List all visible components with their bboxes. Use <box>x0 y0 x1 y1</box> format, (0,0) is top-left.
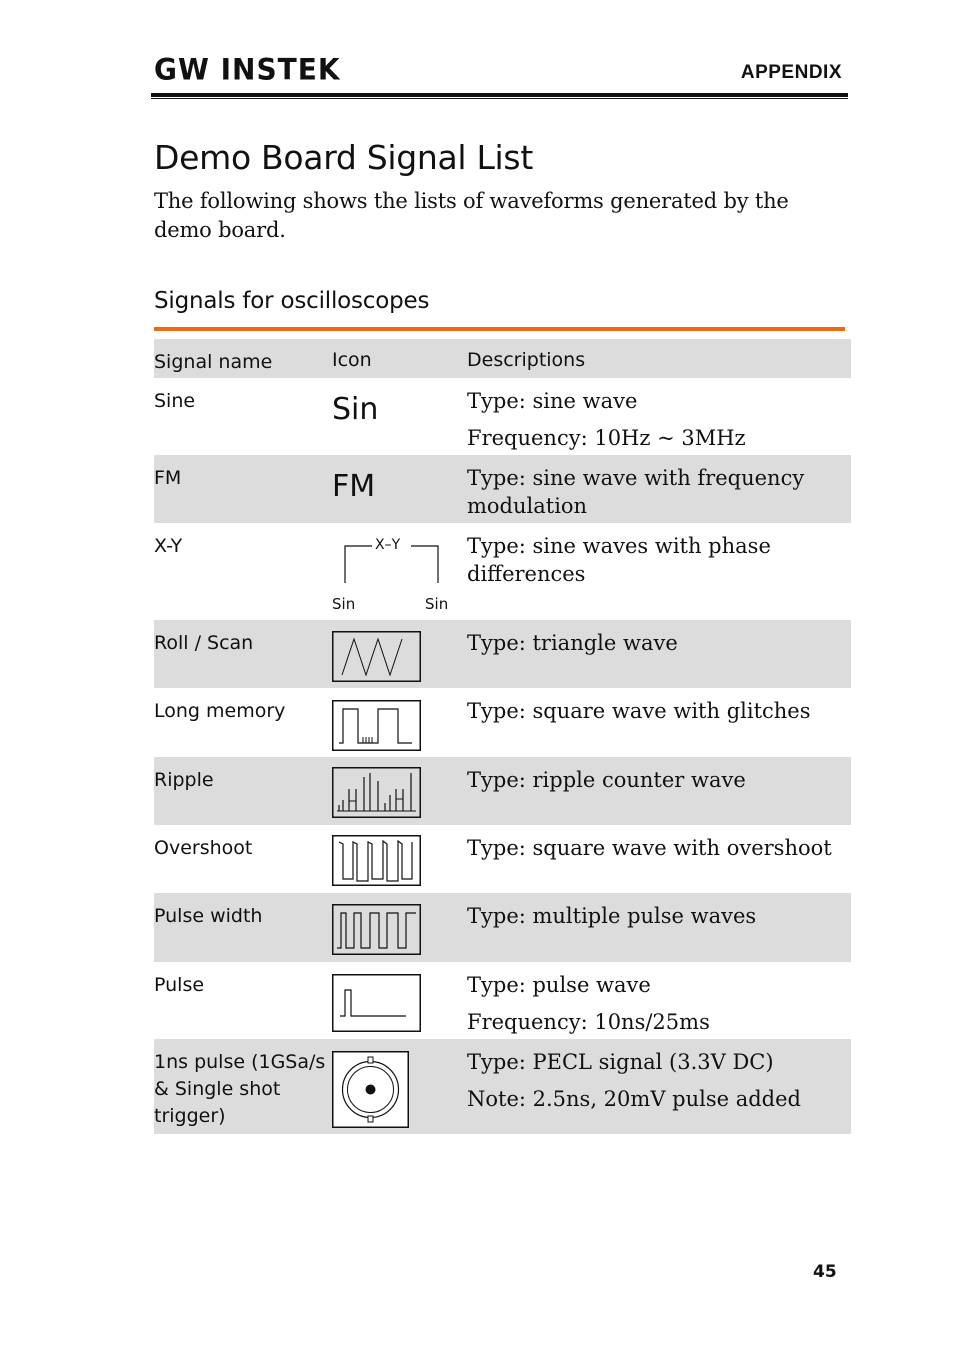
column-header-icon: Icon <box>332 349 372 371</box>
triangle-wave-icon <box>332 631 422 688</box>
signal-name: Overshoot <box>154 837 253 859</box>
signal-name: Pulse <box>154 974 205 996</box>
section-rule <box>154 327 845 331</box>
ripple-wave-icon <box>332 767 422 824</box>
square-glitch-wave-icon <box>332 700 422 757</box>
signal-description: Type: ripple counter wave <box>467 768 746 792</box>
signal-description: Type: multiple pulse waves <box>467 904 757 928</box>
section-heading: Signals for oscilloscopes <box>154 288 430 314</box>
signal-name: Sine <box>154 390 196 412</box>
signal-name: Ripple <box>154 769 214 791</box>
table-row <box>154 825 851 893</box>
signal-name: X-Y <box>154 535 183 557</box>
header-rule-thick <box>151 93 848 97</box>
table-row <box>154 620 851 688</box>
intro-paragraph: The following shows the lists of waveforms generated by the demo board. <box>154 189 789 242</box>
xy-icon <box>332 535 452 615</box>
overshoot-wave-icon <box>332 835 422 892</box>
table-row <box>154 455 851 523</box>
text-sin-icon: Sin <box>332 392 379 427</box>
signal-description: Type: square wave with glitches <box>467 699 811 723</box>
signal-description: Type: sine wave Frequency: 10Hz ~ 3MHz <box>467 389 746 450</box>
text-fm-icon: FM <box>332 469 376 504</box>
signal-name: FM <box>154 467 182 489</box>
multi-pulse-wave-icon <box>332 904 422 961</box>
xy-icon-left-label: Sin <box>332 595 356 613</box>
column-header-signal-name: Signal name <box>154 351 273 373</box>
column-header-descriptions: Descriptions <box>467 349 586 371</box>
header-rule-thin <box>151 98 848 99</box>
pulse-wave-icon <box>332 974 422 1037</box>
page-number: 45 <box>813 1262 837 1282</box>
signal-description: Type: sine waves with phase differences <box>467 534 771 586</box>
table-row <box>154 893 851 962</box>
table-row <box>154 962 851 1039</box>
table-header-row <box>154 339 851 378</box>
table-row <box>154 378 851 455</box>
table-row <box>154 1039 851 1134</box>
page-title: Demo Board Signal List <box>154 138 533 177</box>
table-row <box>154 523 851 620</box>
signal-table <box>154 339 851 1134</box>
signal-name: Roll / Scan <box>154 632 254 654</box>
signal-name: Long memory <box>154 700 286 722</box>
signal-description: Type: triangle wave <box>467 631 678 655</box>
signal-description: Type: sine wave with frequency modulation <box>467 466 805 518</box>
signal-description: Type: square wave with overshoot <box>467 836 832 860</box>
bnc-connector-icon <box>332 1051 410 1134</box>
signal-description: Type: pulse wave Frequency: 10ns/25ms <box>467 973 710 1034</box>
chapter-label: APPENDIX <box>740 62 842 83</box>
signal-name: Pulse width <box>154 905 263 927</box>
brand-logo: GW INSTEK <box>154 52 341 87</box>
signal-description: Type: PECL signal (3.3V DC) Note: 2.5ns, 20mV pulse added <box>467 1050 802 1111</box>
xy-icon-right-label: Sin <box>425 595 449 613</box>
xy-icon-top-label: X–Y <box>375 537 401 553</box>
table-row <box>154 757 851 825</box>
table-row <box>154 688 851 757</box>
signal-name: 1ns pulse (1GSa/s & Single shot trigger) <box>154 1051 326 1127</box>
